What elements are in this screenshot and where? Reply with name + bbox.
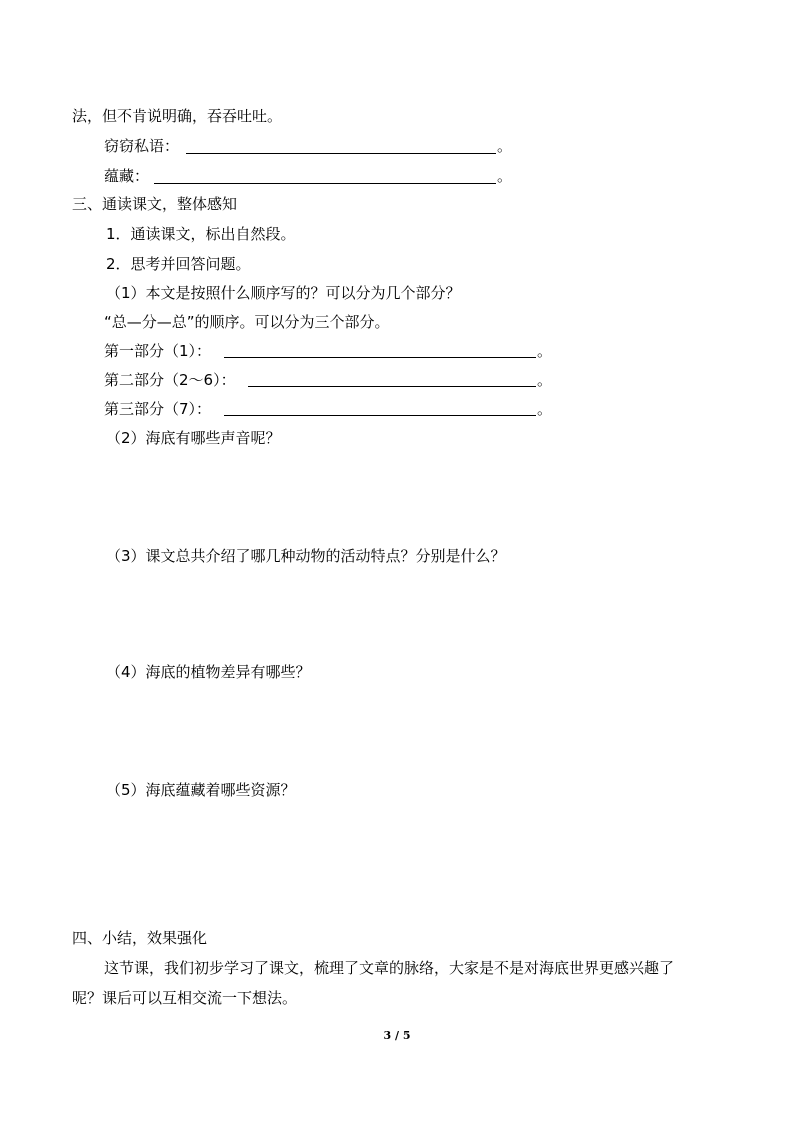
question-1: （1）本文是按照什么顺序写的？可以分为几个部分？ xyxy=(106,284,461,302)
question-5: （5）海底蕴藏着哪些资源？ xyxy=(106,781,296,799)
part-2-blank[interactable] xyxy=(248,386,536,387)
summary-line-2: 呢？课后可以互相交流一下想法。 xyxy=(72,989,298,1007)
step-2: 2．思考并回答问题。 xyxy=(106,255,251,273)
question-1-answer: “总—分—总”的顺序。可以分为三个部分。 xyxy=(104,313,390,331)
vocab-blank-qieqie[interactable] xyxy=(186,153,496,154)
part-1-blank[interactable] xyxy=(224,357,536,358)
summary-line-1: 这节课，我们初步学习了课文，梳理了文章的脉络，大家是不是对海底世界更感兴趣了 xyxy=(104,959,675,977)
vocab-blank-yuncang[interactable] xyxy=(154,183,496,184)
part-2-label: 第二部分（2～6）： xyxy=(104,371,236,389)
part-3-blank[interactable] xyxy=(224,415,536,416)
question-4: （4）海底的植物差异有哪些？ xyxy=(106,663,311,681)
question-3: （3）课文总共介绍了哪几种动物的活动特点？分别是什么？ xyxy=(106,547,506,565)
vocab-label-qieqie: 窃窃私语： xyxy=(104,137,180,155)
vocab-label-yuncang: 蕴藏： xyxy=(104,167,150,185)
part-1-label: 第一部分（1）： xyxy=(104,342,212,360)
vocab-end-yuncang: 。 xyxy=(497,167,513,185)
page-number: 3 / 5 xyxy=(383,1029,411,1042)
part-2-end: 。 xyxy=(537,371,553,389)
section-heading-3: 三、通读课文，整体感知 xyxy=(72,195,238,213)
line-continuation: 法，但不肯说明确，吞吞吐吐。 xyxy=(72,107,283,125)
question-2: （2）海底有哪些声音呢？ xyxy=(106,429,281,447)
part-3-label: 第三部分（7）： xyxy=(104,400,212,418)
vocab-end-qieqie: 。 xyxy=(497,137,513,155)
part-1-end: 。 xyxy=(537,342,553,360)
part-3-end: 。 xyxy=(537,400,553,418)
step-1: 1．通读课文，标出自然段。 xyxy=(106,225,296,243)
section-heading-4: 四、小结，效果强化 xyxy=(72,929,208,947)
